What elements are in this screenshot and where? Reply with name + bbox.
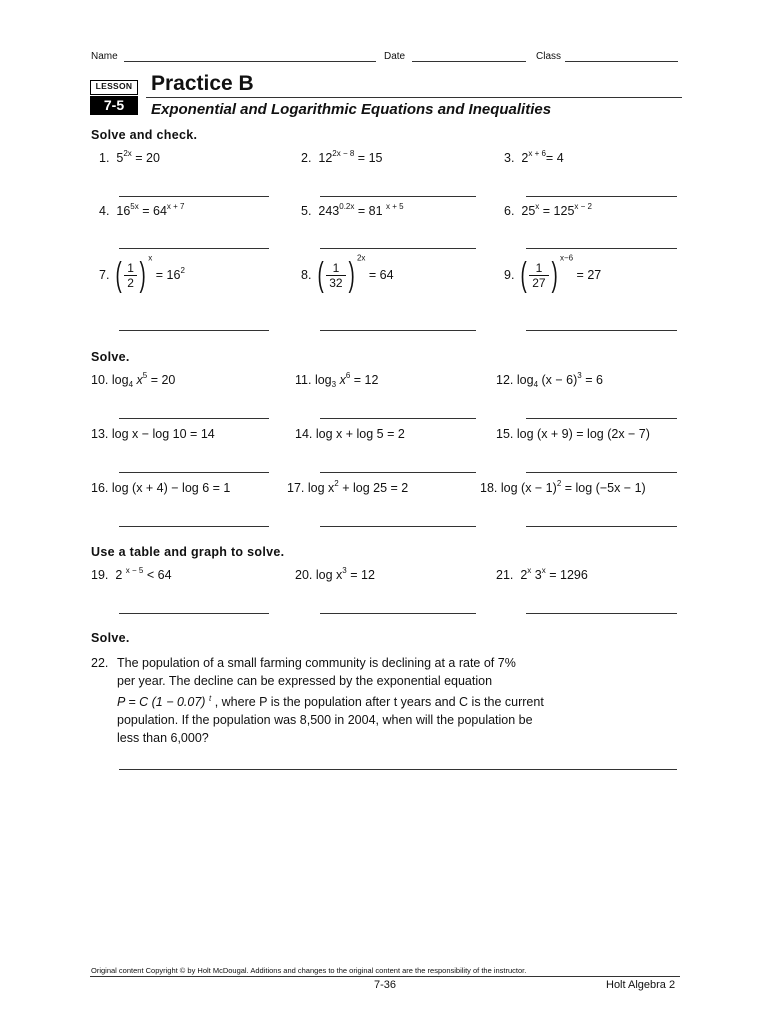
- answer-line-17[interactable]: [320, 526, 476, 527]
- problem-3: 3. $2^{x + 6}= 4$: [504, 149, 564, 165]
- name-label: Name: [91, 51, 118, 62]
- problem-18: 18. $\log (x - 1)^2 = \log (-5x - 1)$: [480, 479, 646, 495]
- date-label: Date: [384, 51, 406, 62]
- problem-12: 12. $\log_4 (x - 6)^3 = 6$: [496, 371, 603, 389]
- class-field[interactable]: [565, 51, 678, 62]
- answer-line-14[interactable]: [320, 472, 476, 473]
- answer-line-4[interactable]: [119, 248, 269, 249]
- copyright-notice: Original content Copyright © by Holt McDougal. Additions and changes to the original content are the responsibility of the instructor.: [91, 966, 527, 975]
- date-field[interactable]: [412, 51, 526, 62]
- answer-line-2[interactable]: [320, 196, 476, 197]
- section-solve-2: Solve.: [91, 631, 130, 645]
- footer-rule: [90, 976, 680, 977]
- problem-9: 9. ( $\frac{1}{27}$ ) $^{x-6}$ = 27: [504, 253, 602, 294]
- answer-line-18[interactable]: [526, 526, 677, 527]
- answer-line-16[interactable]: [119, 526, 269, 527]
- answer-line-9[interactable]: [526, 330, 677, 331]
- page-subtitle: Exponential and Logarithmic Equations and Inequalities: [151, 101, 552, 118]
- answer-line-19[interactable]: [119, 613, 269, 614]
- problem-22-number: 22.: [91, 656, 109, 670]
- problem-16: 16. log (x + 4) − log 6 = 1: [91, 481, 231, 495]
- problem-8: 8. ( $\frac{1}{32}$ ) $^{2x}$ = 64: [301, 253, 394, 294]
- answer-line-7[interactable]: [119, 330, 269, 331]
- lesson-number: 7-5: [90, 96, 138, 115]
- section-solve: Solve.: [91, 350, 130, 364]
- page-number: 7-36: [374, 979, 397, 991]
- lesson-label: LESSON: [90, 80, 138, 95]
- answer-line-13[interactable]: [119, 472, 269, 473]
- answer-line-1[interactable]: [119, 196, 269, 197]
- answer-line-10[interactable]: [119, 418, 269, 419]
- problem-22-text: The population of a small farming community is declining at a rate of 7% per year. The decline can be expressed by the exponential equation P = C (1 − 0.07) $^t$ , where P is the population after t years and C is the current population. If the population was 8,500 in 2004, when will the population be less than 6,000?: [117, 656, 544, 746]
- book-title: Holt Algebra 2: [606, 979, 676, 991]
- answer-line-20[interactable]: [320, 613, 476, 614]
- name-field[interactable]: [124, 51, 376, 62]
- problem-21: 21. 2$^x$ 3$^x$ = 1296: [496, 566, 588, 582]
- problem-7: 7. ( $\frac{1}{2}$ ) $^x = 16^2$: [99, 253, 185, 294]
- problem-15: 15. log (x + 9) = log (2x − 7): [496, 427, 650, 441]
- answer-line-8[interactable]: [320, 330, 476, 331]
- answer-line-11[interactable]: [320, 418, 476, 419]
- problem-2: 2. $12^{2x - 8} = 15$: [301, 149, 383, 165]
- answer-line-6[interactable]: [526, 248, 677, 249]
- problem-10: 10. $\log_4 x^5 = 20$: [91, 371, 176, 389]
- problem-17: 17. $\log x^2 + \log 25 = 2$: [287, 479, 409, 495]
- problem-13: 13. log x − log 10 = 14: [91, 427, 215, 441]
- answer-line-21[interactable]: [526, 613, 677, 614]
- section-solve-check: Solve and check.: [91, 128, 198, 142]
- problem-11: 11. $\log_3 x^6 = 12$: [295, 371, 379, 389]
- class-label: Class: [536, 51, 562, 62]
- problem-14: 14. log x + log 5 = 2: [295, 427, 405, 441]
- answer-line-3[interactable]: [526, 196, 677, 197]
- problem-19: 19. 2 $^{x - 5}$ < 64: [91, 566, 172, 582]
- answer-line-5[interactable]: [320, 248, 476, 249]
- answer-line-12[interactable]: [526, 418, 677, 419]
- problem-5: 5. $243^{0.2x} = 81$ $^{x + 5}$: [301, 202, 404, 218]
- section-table-graph: Use a table and graph to solve.: [91, 545, 285, 559]
- title-rule: [146, 97, 682, 98]
- answer-line-15[interactable]: [526, 472, 677, 473]
- problem-20: 20. $\log x^3 = 12$: [295, 566, 375, 582]
- problem-1: 1. $5^{2x} = 20$: [99, 149, 160, 165]
- page-title: Practice B: [151, 72, 254, 95]
- problem-6: 6. $25^x = 125^{x - 2}$: [504, 202, 592, 218]
- problem-4: 4. $16^{5x} = 64^{x + 7}$: [99, 202, 185, 218]
- answer-line-22[interactable]: [119, 769, 677, 770]
